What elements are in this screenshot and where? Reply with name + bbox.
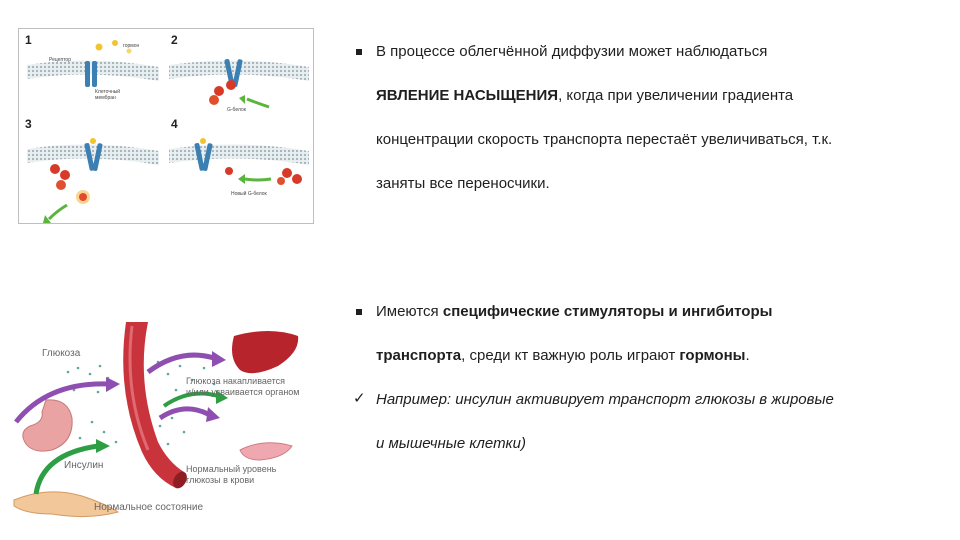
stimulators-inhibitors-term: специфические стимуляторы и ингибиторы — [442, 303, 773, 320]
blood-vessel — [123, 322, 184, 488]
paragraph-3-line-2: и мышечные клетки) — [376, 435, 526, 452]
slide-text — [352, 0, 952, 540]
paragraph-1-line-3: концентрации скорость транспорта перестаёт увеличиваться, т.к. — [376, 131, 833, 148]
paragraph-2-line-1 — [376, 302, 772, 322]
liver — [232, 331, 298, 373]
bullet-icon — [356, 309, 362, 315]
label-receptor: Рецептор — [49, 57, 71, 63]
paragraph-1-line-4: заняты все переносчики. — [376, 175, 550, 192]
panel-number-4: 4 — [171, 117, 178, 131]
g-protein-2 — [226, 80, 236, 90]
paragraph-2-lead: Имеются — [376, 303, 443, 320]
panel-number-3: 3 — [25, 117, 32, 131]
transport-term: транспорта — [376, 347, 462, 364]
label-carrier: Клеточный — [95, 89, 121, 95]
panel-number-1: 1 — [25, 33, 32, 47]
paragraph-1-line-1: В процессе облегчённой диффузии может наблюдаться — [376, 43, 768, 60]
label-g-protein: G-белок — [227, 107, 246, 113]
paragraph-3-line-1: Например: инсулин активирует транспорт глюкозы в жировые — [376, 391, 834, 408]
paragraph-1-line-2 — [376, 86, 793, 106]
muscle — [240, 443, 292, 460]
svg-text:мембран: мембран — [95, 95, 116, 101]
checkmark-icon: ✓ — [353, 390, 366, 407]
glucose-insulin-figure — [8, 322, 308, 522]
label-normal-glucose-level: Нормальный уровень глюкозы в крови — [186, 464, 277, 485]
receptor-1a — [85, 61, 90, 87]
panel-number-2: 2 — [171, 33, 178, 47]
hormones-term: гормоны — [679, 347, 746, 364]
paragraph-2-end: . — [745, 347, 750, 364]
bullet-icon — [356, 49, 362, 55]
hormone-1 — [96, 44, 103, 51]
label-glucose-accumulates: Глюкоза накапливается и/или усваивается органом — [186, 376, 300, 397]
membrane-4 — [169, 144, 309, 165]
receptor-mechanism-figure — [18, 28, 314, 224]
paragraph-2-line-2 — [376, 346, 750, 366]
receptor-1b — [92, 61, 97, 87]
paragraph-2-mid: , среди кт важную роль играют — [461, 347, 680, 364]
label-glucose: Глюкоза — [42, 348, 81, 359]
label-insulin: Инсулин — [64, 460, 104, 471]
paragraph-1-line-2-rest: , когда при увеличении градиента — [558, 87, 794, 104]
receptor-panels-drawing — [19, 29, 315, 225]
label-new-g-protein: Новый G-белок — [231, 191, 267, 197]
saturation-term: ЯВЛЕНИЕ НАСЫЩЕНИЯ — [376, 87, 559, 104]
label-normal-state: Нормальное состояние — [94, 502, 204, 513]
label-hormone: гормон — [123, 43, 140, 49]
